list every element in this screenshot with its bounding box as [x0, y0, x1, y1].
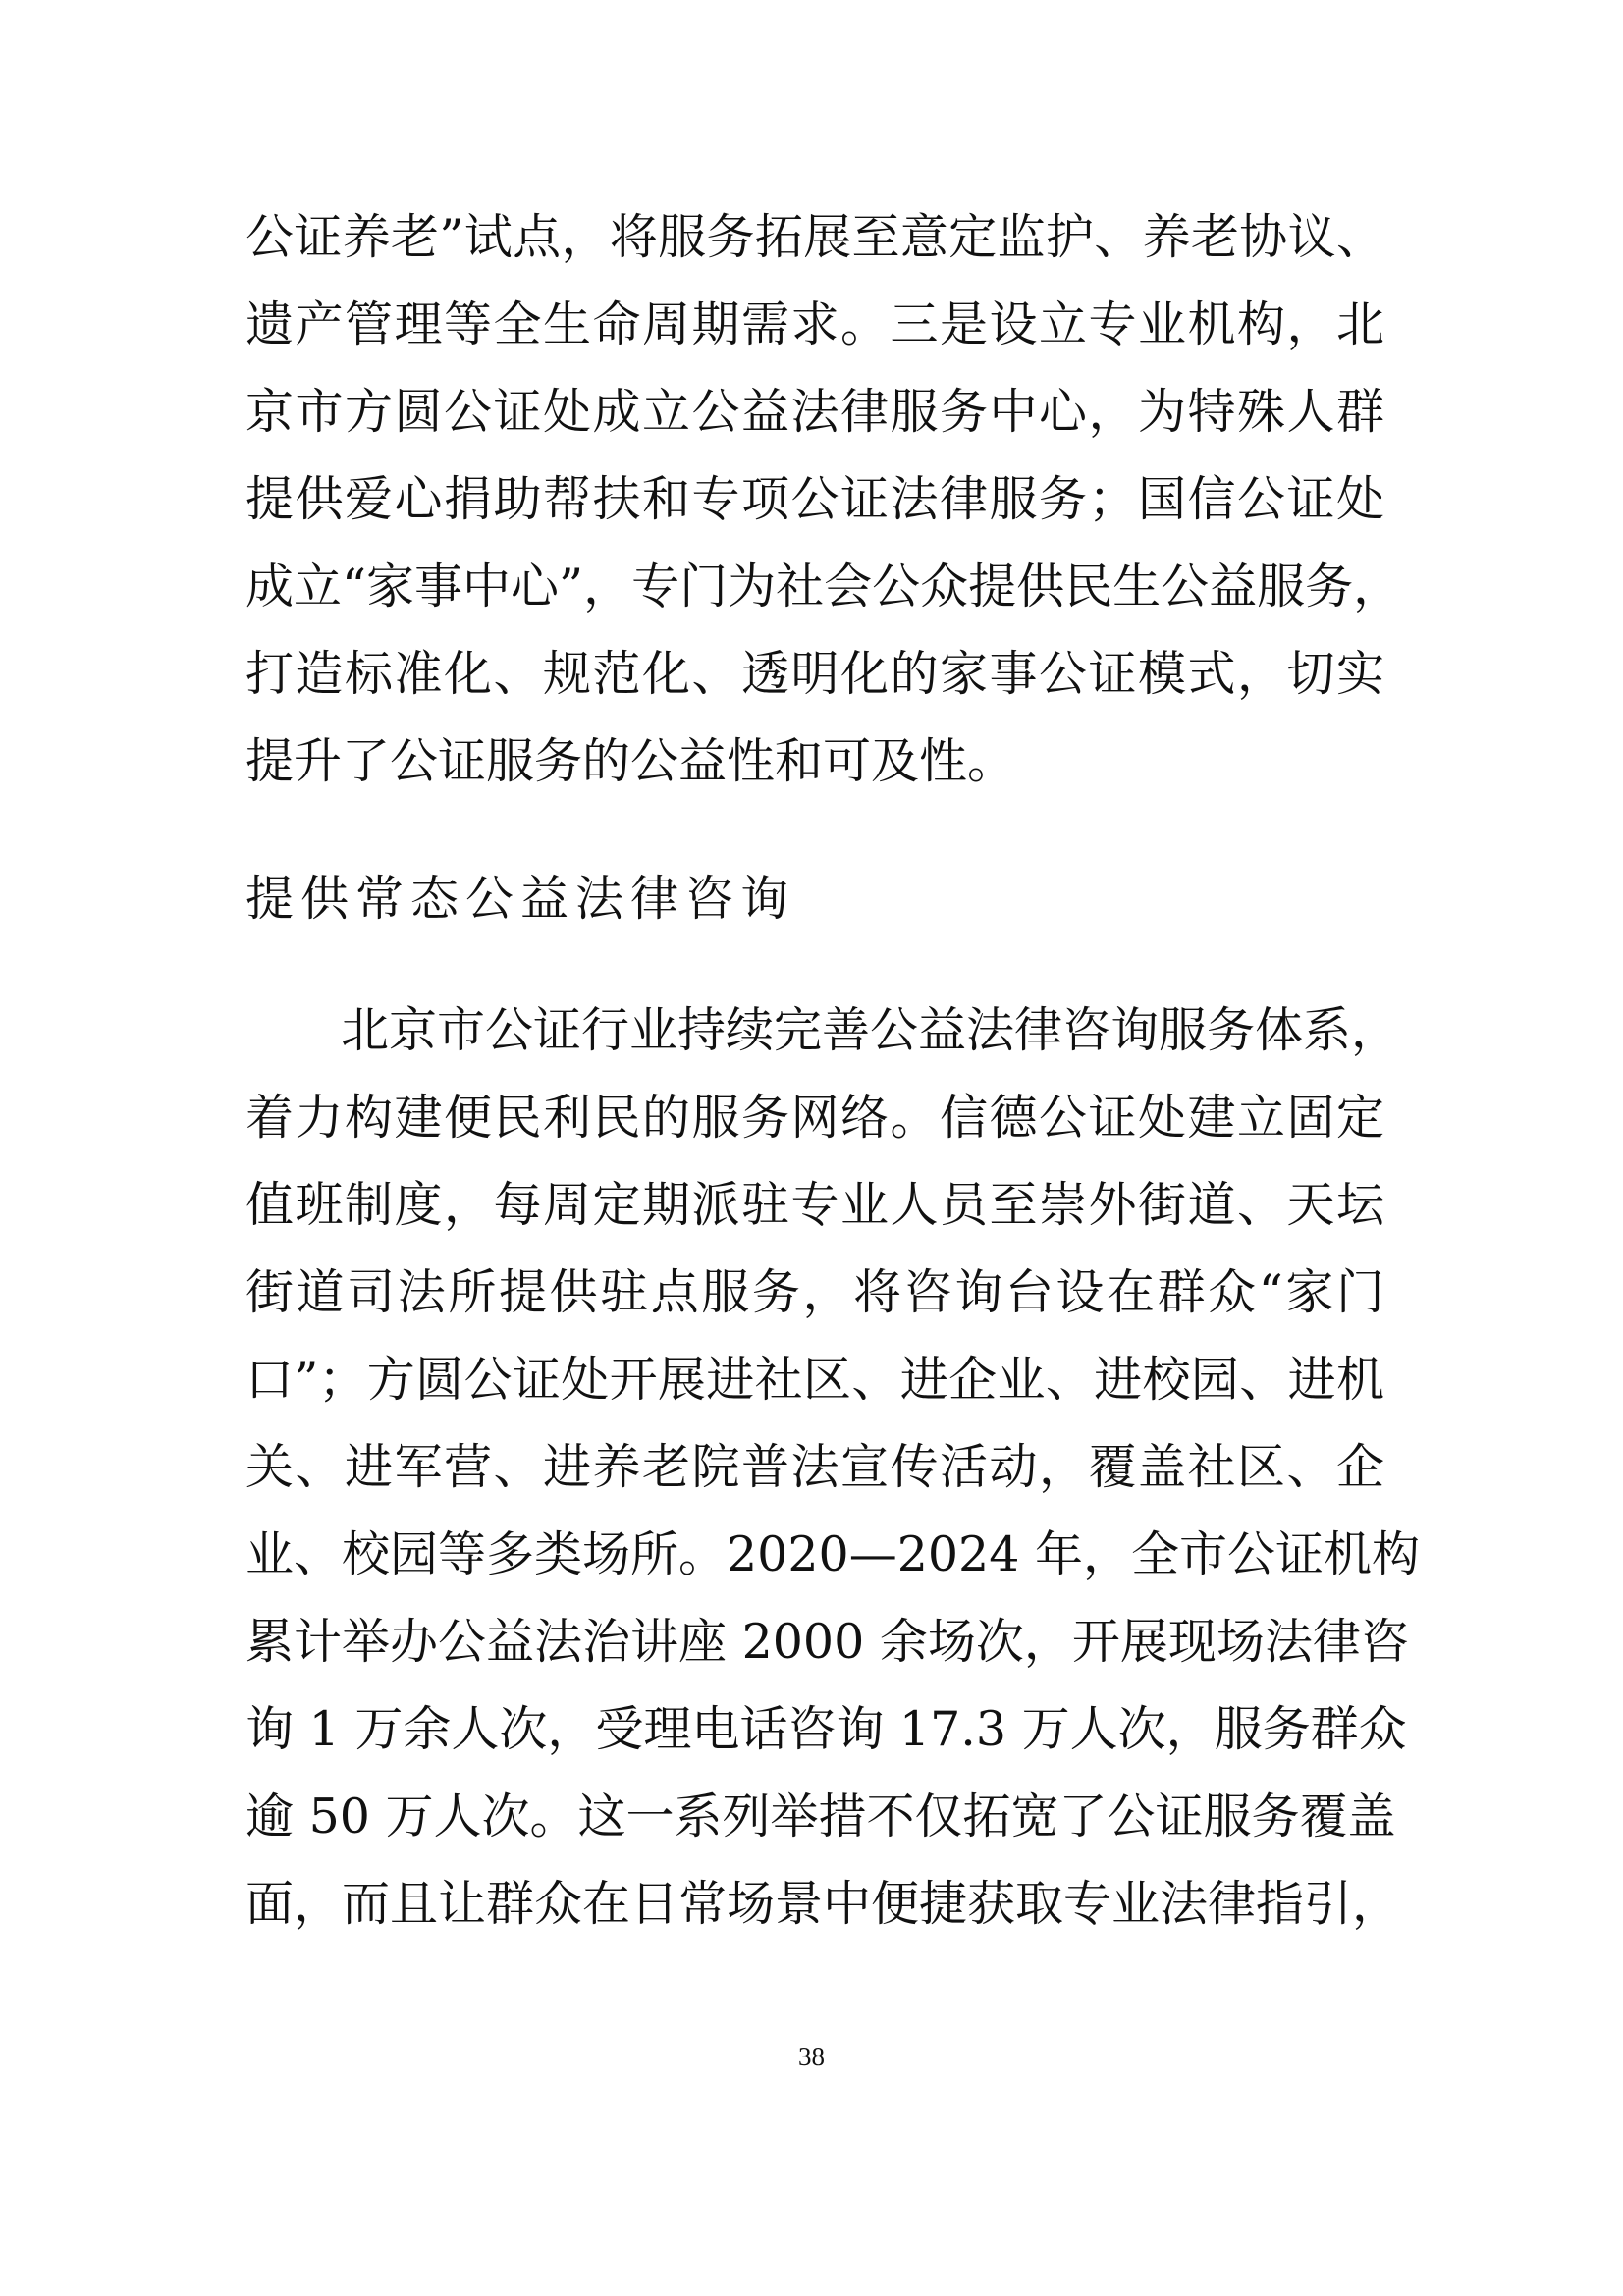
- text-line: 累计举办公益法治讲座 2000 余场次，开展现场法律咨: [245, 1614, 1409, 1670]
- text-line: 逾 50 万人次。这一系列举措不仅拓宽了公证服务覆盖: [245, 1789, 1396, 1844]
- section-heading: 提供常态公益法律咨询: [245, 871, 796, 927]
- page-number: 38: [798, 2042, 825, 2071]
- text-line: 着力构建便民利民的服务网络。信德公证处建立固定: [245, 1090, 1384, 1146]
- text-line: 成立“家事中心”，专门为社会公众提供民生公益服务，: [245, 559, 1402, 614]
- text-line: 提供爱心捐助帮扶和专项公证法律服务；国信公证处: [245, 471, 1384, 527]
- text-line: 公证养老”试点，将服务拓展至意定监护、养老协议、: [245, 209, 1384, 265]
- text-line: 值班制度，每周定期派驻专业人员至崇外街道、天坛: [245, 1177, 1384, 1233]
- text-line: 面，而且让群众在日常场景中便捷获取专业法律指引，: [245, 1876, 1401, 1932]
- text-line: 询 1 万余人次，受理电话咨询 17.3 万人次，服务群众: [245, 1701, 1407, 1757]
- text-line: 关、进军营、进养老院普法宣传活动，覆盖社区、企: [245, 1439, 1384, 1495]
- text-line: 街道司法所提供驻点服务，将咨询台设在群众“家门: [245, 1264, 1384, 1320]
- text-line: 遗产管理等全生命周期需求。三是设立专业机构，北: [245, 296, 1384, 352]
- text-line: 北京市公证行业持续完善公益法律咨询服务体系，: [341, 1002, 1400, 1058]
- text-line: 提升了公证服务的公益性和可及性。: [245, 733, 1016, 789]
- text-line: 口”；方圆公证处开展进社区、进企业、进校园、进机: [245, 1352, 1384, 1408]
- text-line: 京市方圆公证处成立公益法律服务中心，为特殊人群: [245, 384, 1384, 440]
- text-line: 业、校园等多类场所。2020—2024 年，全市公证机构: [245, 1526, 1420, 1582]
- text-line: 打造标准化、规范化、透明化的家事公证模式，切实: [245, 646, 1384, 702]
